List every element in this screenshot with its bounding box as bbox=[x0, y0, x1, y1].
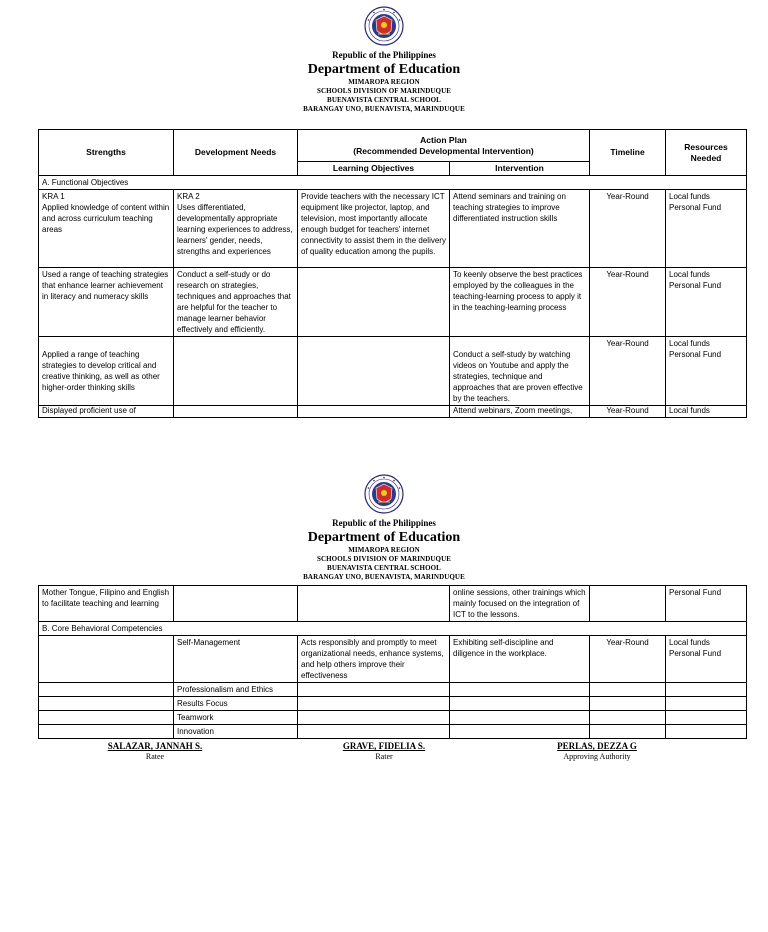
cell-needs bbox=[174, 586, 298, 622]
cell-timeline bbox=[590, 683, 666, 697]
signature-approving-authority bbox=[497, 741, 697, 762]
cell-resources: Local funds Personal Fund bbox=[666, 636, 747, 683]
cell-timeline bbox=[590, 711, 666, 725]
address-text: BARANGAY UNO, BUENAVISTA, MARINDUQUE bbox=[303, 573, 465, 581]
section-functional-objectives: A. Functional Objectives bbox=[39, 176, 747, 190]
cell-intervention bbox=[450, 697, 590, 711]
cell-objectives bbox=[298, 586, 450, 622]
cell-strengths: Displayed proficient use of bbox=[39, 406, 174, 418]
cell-resources: Local funds Personal Fund bbox=[666, 337, 747, 406]
address-text: BARANGAY UNO, BUENAVISTA, MARINDUQUE bbox=[303, 105, 465, 113]
header-action-plan bbox=[298, 130, 590, 162]
authority-name: PERLAS, DEZZA G bbox=[557, 741, 637, 751]
region-text: MIMAROPA REGION bbox=[348, 546, 420, 554]
development-plan-table-continued bbox=[38, 585, 747, 739]
cell-objectives: Provide teachers with the necessary ICT equipment like projector, laptop, and television, most importantly allocate enough budget for teachers' internet connectivity to assist them in the delivery of quality education among the pupils. bbox=[298, 190, 450, 268]
development-plan-table bbox=[38, 129, 747, 418]
authority-role: Approving Authority bbox=[563, 752, 631, 761]
cell-needs: Conduct a self-study or do research on strategies, techniques and approaches that are helpful for the teacher to manage learner behavior effectively and efficiently. bbox=[174, 268, 298, 337]
division-text: SCHOOLS DIVISION OF MARINDUQUE bbox=[316, 87, 451, 95]
cell-objectives: Acts responsibly and promptly to meet organizational needs, enhance systems, and help others improve their effectiveness bbox=[298, 636, 450, 683]
action-plan-title: Action Plan bbox=[420, 134, 467, 145]
rater-name: GRAVE, FIDELIA S. bbox=[342, 741, 426, 751]
cell-timeline: Year-Round bbox=[590, 190, 666, 268]
cell-intervention bbox=[450, 683, 590, 697]
cell-objectives bbox=[298, 725, 450, 739]
table-row bbox=[39, 586, 747, 622]
school-text: BUENAVISTA CENTRAL SCHOOL bbox=[327, 564, 441, 572]
deped-seal-icon bbox=[364, 6, 404, 46]
document-page-2 bbox=[0, 468, 768, 932]
rater-role: Rater bbox=[375, 752, 393, 761]
header-resources: Resources Needed bbox=[666, 130, 747, 176]
cell-resources: Local funds Personal Fund bbox=[666, 190, 747, 268]
table-row bbox=[39, 406, 747, 418]
cell-needs: Teamwork bbox=[174, 711, 298, 725]
cell-strengths: Mother Tongue, Filipino and English to facilitate teaching and learning bbox=[39, 586, 174, 622]
cell-timeline: Year-Round bbox=[590, 337, 666, 406]
table-row bbox=[39, 337, 747, 406]
cell-needs: Professionalism and Ethics bbox=[174, 683, 298, 697]
cell-intervention bbox=[450, 711, 590, 725]
cell-strengths: Used a range of teaching strategies that enhance learner achievement in literacy and numeracy skills bbox=[39, 268, 174, 337]
header-learning-objectives: Learning Objectives bbox=[298, 162, 450, 176]
table-row bbox=[39, 190, 747, 268]
signature-block bbox=[0, 741, 768, 771]
school-text: BUENAVISTA CENTRAL SCHOOL bbox=[327, 96, 441, 104]
cell-timeline bbox=[590, 725, 666, 739]
cell-needs: Innovation bbox=[174, 725, 298, 739]
cell-intervention bbox=[450, 725, 590, 739]
cell-strengths bbox=[39, 725, 174, 739]
cell-resources bbox=[666, 683, 747, 697]
cell-timeline bbox=[590, 586, 666, 622]
cell-strengths bbox=[39, 683, 174, 697]
header-development-needs: Development Needs bbox=[174, 130, 298, 176]
cell-intervention: online sessions, other trainings which mainly focused on the integration of ICT to the lessons. bbox=[450, 586, 590, 622]
section-core-behavioral-competencies: B. Core Behavioral Competencies bbox=[39, 622, 747, 636]
cell-intervention: Attend webinars, Zoom meetings, bbox=[450, 406, 590, 418]
table-row bbox=[39, 636, 747, 683]
cell-strengths: Applied a range of teaching strategies to develop critical and creative thinking, as well as other higher-order thinking skills bbox=[39, 337, 174, 406]
cell-objectives bbox=[298, 337, 450, 406]
cell-timeline: Year-Round bbox=[590, 268, 666, 337]
cell-intervention: Attend seminars and training on teaching strategies to improve differentiated instruction skills bbox=[450, 190, 590, 268]
cell-resources bbox=[666, 697, 747, 711]
action-plan-subtitle: (Recommended Developmental Intervention) bbox=[353, 145, 534, 156]
cell-needs bbox=[174, 337, 298, 406]
cell-timeline: Year-Round bbox=[590, 636, 666, 683]
deped-seal-icon bbox=[364, 474, 404, 514]
cell-needs: Results Focus bbox=[174, 697, 298, 711]
cell-objectives bbox=[298, 711, 450, 725]
table-row bbox=[39, 725, 747, 739]
department-title: Department of Education bbox=[307, 530, 461, 545]
ratee-name: SALAZAR, JANNAH S. bbox=[107, 741, 203, 751]
letterhead bbox=[0, 518, 768, 582]
signature-ratee bbox=[55, 741, 255, 762]
cell-strengths bbox=[39, 697, 174, 711]
cell-resources: Local funds Personal Fund bbox=[666, 268, 747, 337]
cell-objectives bbox=[298, 683, 450, 697]
cell-resources: Personal Fund bbox=[666, 586, 747, 622]
cell-intervention: Conduct a self-study by watching videos on Youtube and apply the strategies, technique and approaches that are proven effective by the teachers. bbox=[450, 337, 590, 406]
cell-timeline: Year-Round bbox=[590, 406, 666, 418]
cell-resources bbox=[666, 725, 747, 739]
document-page-1 bbox=[0, 0, 768, 430]
table-row bbox=[39, 683, 747, 697]
cell-intervention: To keenly observe the best practices employed by the colleagues in the teaching-learning process to apply it in the teaching-learning process bbox=[450, 268, 590, 337]
letterhead bbox=[0, 50, 768, 114]
division-text: SCHOOLS DIVISION OF MARINDUQUE bbox=[316, 555, 451, 563]
table-row bbox=[39, 268, 747, 337]
cell-intervention: Exhibiting self-discipline and diligence in the workplace. bbox=[450, 636, 590, 683]
cell-strengths bbox=[39, 636, 174, 683]
header-intervention: Intervention bbox=[450, 162, 590, 176]
table-row bbox=[39, 711, 747, 725]
cell-objectives bbox=[298, 268, 450, 337]
cell-needs: KRA 2 Uses differentiated, developmentally appropriate learning experiences to address, learners' gender, needs, strengths and experiences bbox=[174, 190, 298, 268]
header-timeline: Timeline bbox=[590, 130, 666, 176]
cell-needs bbox=[174, 406, 298, 418]
cell-objectives bbox=[298, 406, 450, 418]
signature-rater bbox=[284, 741, 484, 762]
cell-resources bbox=[666, 711, 747, 725]
ratee-role: Ratee bbox=[145, 752, 165, 761]
header-strengths: Strengths bbox=[39, 130, 174, 176]
cell-strengths: KRA 1 Applied knowledge of content within and across curriculum teaching areas bbox=[39, 190, 174, 268]
cell-needs: Self-Management bbox=[174, 636, 298, 683]
cell-objectives bbox=[298, 697, 450, 711]
cell-timeline bbox=[590, 697, 666, 711]
cell-resources: Local funds bbox=[666, 406, 747, 418]
republic-text: Republic of the Philippines bbox=[332, 50, 436, 60]
department-title: Department of Education bbox=[307, 62, 461, 77]
table-row bbox=[39, 697, 747, 711]
region-text: MIMAROPA REGION bbox=[348, 78, 420, 86]
republic-text: Republic of the Philippines bbox=[332, 518, 436, 528]
cell-strengths bbox=[39, 711, 174, 725]
